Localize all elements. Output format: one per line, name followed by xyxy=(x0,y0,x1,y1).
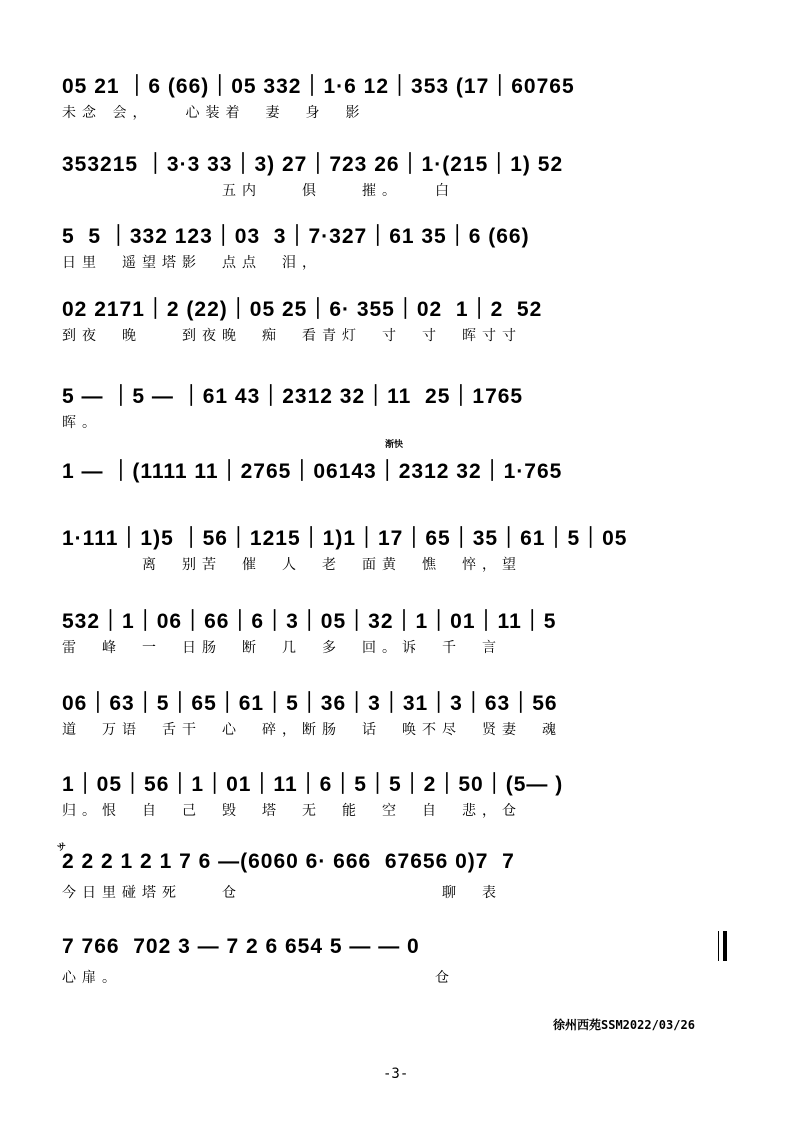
lyric-line: 心扉。 仓 xyxy=(62,970,455,986)
lyric-line: 晖。 xyxy=(62,415,102,431)
lyric-line: 道 万语 舌干 心 碎，断肠 话 唤不尽 贤妻 魂 xyxy=(62,722,562,738)
notation-line: 7 766 702 3 — 7 2 6 654 5 — — 0 xyxy=(62,935,420,958)
notation-line: 06｜63｜5｜65｜61｜5｜36｜3｜31｜3｜63｜56 xyxy=(62,692,558,715)
lyric-line: 五内 俱 摧。 白 xyxy=(62,183,455,199)
score-system xyxy=(0,843,793,932)
score-system xyxy=(0,293,793,375)
lyric-line: 离 别苦 催 人 老 面黄 憔 悴，望 xyxy=(62,557,522,573)
tempo-mark: サ xyxy=(57,843,67,853)
lyric-line: 今日里碰塔死 仓 聊 表 xyxy=(62,885,502,901)
tempo-mark: 渐快 xyxy=(385,440,404,450)
credit-text: 徐州西苑SSM2022/03/26 xyxy=(553,1018,695,1032)
notation-line: 02 2171｜2 (22)｜05 25｜6· 355｜02 1｜2 52 xyxy=(62,298,543,321)
score-system xyxy=(0,687,793,769)
page-number: -3- xyxy=(383,1066,409,1082)
notation-line: 5 — ｜5 — ｜61 43｜2312 32｜11 25｜1765 xyxy=(62,385,524,408)
score-system xyxy=(0,605,793,687)
lyric-line: 归。恨 自 己 毁 塔 无 能 空 自 悲，仓 xyxy=(62,803,522,819)
lyric-line: 到夜 晚 到夜晚 痴 看青灯 寸 寸 晖寸寸 xyxy=(62,328,522,344)
notation-line: 2 2 2 1 2 1 7 6 —(6060 6· 666 67656 0)7 7 xyxy=(62,850,515,873)
notation-line: 532｜1｜06｜66｜6｜3｜05｜32｜1｜01｜11｜5 xyxy=(62,610,557,633)
score-system xyxy=(0,935,793,1017)
lyric-line: 日里 遥望塔影 点点 泪， xyxy=(62,255,322,271)
notation-line: 1 — ｜(1111 11｜2765｜06143｜2312 32｜1·765 xyxy=(62,460,563,483)
score-system xyxy=(0,70,793,152)
notation-line: 353215 ｜3·3 33｜3) 27｜723 26｜1·(215｜1) 52 xyxy=(62,153,564,176)
score-system xyxy=(0,220,793,302)
notation-line: 5 5 ｜332 123｜03 3｜7·327｜61 35｜6 (66) xyxy=(62,225,530,248)
notation-line: 1·111｜1)5 ｜56｜1215｜1)1｜17｜65｜35｜61｜5｜05 xyxy=(62,527,628,550)
lyric-line: 雷 峰 一 日肠 断 几 多 回。诉 千 言 xyxy=(62,640,502,656)
score-system xyxy=(0,768,793,850)
score-system xyxy=(0,148,793,230)
notation-line: 1｜05｜56｜1｜01｜11｜6｜5｜5｜2｜50｜(5— ) xyxy=(62,773,564,796)
lyric-line: 未念 会， 心装着 妻 身 影 xyxy=(62,105,366,121)
score-system xyxy=(0,522,793,604)
notation-line: 05 21 ｜6 (66)｜05 332｜1·6 12｜353 (17｜60765 xyxy=(62,75,575,98)
